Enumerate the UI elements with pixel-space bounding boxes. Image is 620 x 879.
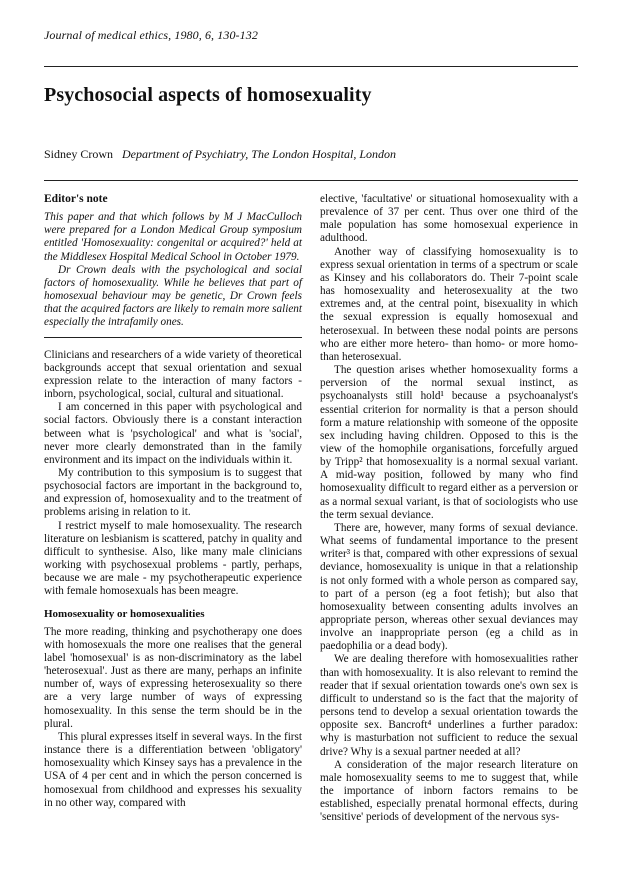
body-paragraph: elective, 'facultative' or situational homosexuality with a prevalence of 37 per cent. Thus over one third of the male population has some homosexual experience in adulthood. xyxy=(320,193,578,245)
body-paragraph: We are dealing therefore with homosexualities rather than with homosexuality. It is also relevant to remind the reader that if sexual orientation towards one's own sex is difficult to understand so is the fact that the majority of persons tend to develop a sexual orientation towards the opposite sex. Bancroft⁴ underlines a further paradox: why is masturbation not sufficient to reduce the sexual drive? Why is a sexual partner needed at all? xyxy=(320,653,578,758)
body-paragraph: A consideration of the major research literature on male homosexuality seems to me to suggest that, while the importance of inborn factors remains to be established, especially prenatal hormonal effects, during 'sensitive' periods of development of the nervous sys- xyxy=(320,758,578,824)
body-paragraph: The more reading, thinking and psychotherapy one does with homosexuals the more one realises that the general label 'homosexual' is as non-discriminatory as the label 'heterosexual'. Just as there are many, perhaps an infinite number of, ways of expressing heterosexuality so there are a very large number of ways of expressing homosexuality. In this sense the term should be in the plural. xyxy=(44,625,302,730)
header-divider xyxy=(44,66,578,67)
editors-note-heading: Editor's note xyxy=(44,193,108,205)
editors-note-divider xyxy=(44,337,302,338)
body-paragraph: Clinicians and researchers of a wide variety of theoretical backgrounds accept that sexual orientation and sexual expression relate to the interaction of many factors - inborn, psychological, social, cultural and situational. xyxy=(44,348,302,401)
author-name: Sidney Crown xyxy=(44,147,113,161)
editors-note-paragraph: Dr Crown deals with the psychological and social factors of homosexuality. While he believes that part of homosexual behaviour may be genetic, Dr Crown feels that the acquired factors are likely to remain more salient especially the intrafamily ones. xyxy=(44,263,302,329)
byline xyxy=(44,147,396,162)
body-paragraph: I restrict myself to male homosexuality. The research literature on lesbianism is scattered, patchy in quality and difficult to synthesise. Also, like many male clinicians working with psychosexual problems - partly, perhaps, because we are male - my psychotherapeutic experience with female homosexuals has been meagre. xyxy=(44,519,302,598)
editors-note-paragraph: This paper and that which follows by M J MacCulloch were prepared for a London Medical Group symposium entitled 'Homosexuality: congenital or acquired?' held at the Middlesex Hospital Medical School in October 1979. xyxy=(44,211,302,263)
author-affiliation: Department of Psychiatry, The London Hospital, London xyxy=(122,147,396,161)
section-heading: Homosexuality or homosexualities xyxy=(44,607,205,620)
article-title: Psychosocial aspects of homosexuality xyxy=(44,84,372,106)
editors-note xyxy=(44,193,302,330)
journal-citation: Journal of medical ethics, 1980, 6, 130-132 xyxy=(44,28,258,42)
body-paragraph: I am concerned in this paper with psychological and social factors. Obviously there is a constant interaction between what is 'psychological' and what is 'social', never more clearly demonstrated than in the family environment and its impact on the individuals within it. xyxy=(44,401,302,466)
body-paragraph: My contribution to this symposium is to suggest that psychosocial factors are important in the background to, and expression of, homosexuality and to the treatment of problems arising in relation to it. xyxy=(44,466,302,519)
body-paragraph: The question arises whether homosexuality forms a perversion of the normal sexual instinct, as psychoanalysts still hold¹ because a psychoanalyst's essential criterion for normality is that a person should form a mature relationship with someone of the opposite sex including having children. Opposed to this is the view of the homophile organisations, forcefully argued by Tripp² that homosexuality is a normal sexual variant. A mid-way position, followed by many who find homosexuality difficult to regard either as a perversion or as a normal sexual variant, is that of sociologists who use the term sexual deviance. xyxy=(320,364,578,521)
right-column xyxy=(320,193,578,825)
body-paragraph: This plural expresses itself in several ways. In the first instance there is a differentiation between 'obligatory' homosexuality which Kinsey says has a prevalence in the USA of 4 per cent and in which the person concerned is homosexual from childhood and expresses his sexuality in no other way, compared with xyxy=(44,730,302,809)
left-column xyxy=(44,193,302,810)
byline-divider xyxy=(44,180,578,181)
body-paragraph: Another way of classifying homosexuality is to express sexual orientation in terms of a spectrum or scale as Kinsey and his collaborators do. Their 7-point scale has homosexuality and heterosexuality at the two extremes and, at the central point, bisexuality in which the sexual expression is equally homosexual and heterosexual. In between these nodal points are persons who are either more hetero- than homo- or more homo- than heterosexual. xyxy=(320,245,578,363)
body-paragraph: There are, however, many forms of sexual deviance. What seems of fundamental importance to the present writer³ is that, compared with other expressions of sexual deviance, homosexuality is unique in that a relationship is not only formed with a whole person as compared say, to part of a person (eg a foot fetish); but also that homosexuality between consenting adults involves an appropriate person, whereas other sexual deviances may involve an inappropriate person (eg a child as in paedophilia or a dead body). xyxy=(320,521,578,653)
